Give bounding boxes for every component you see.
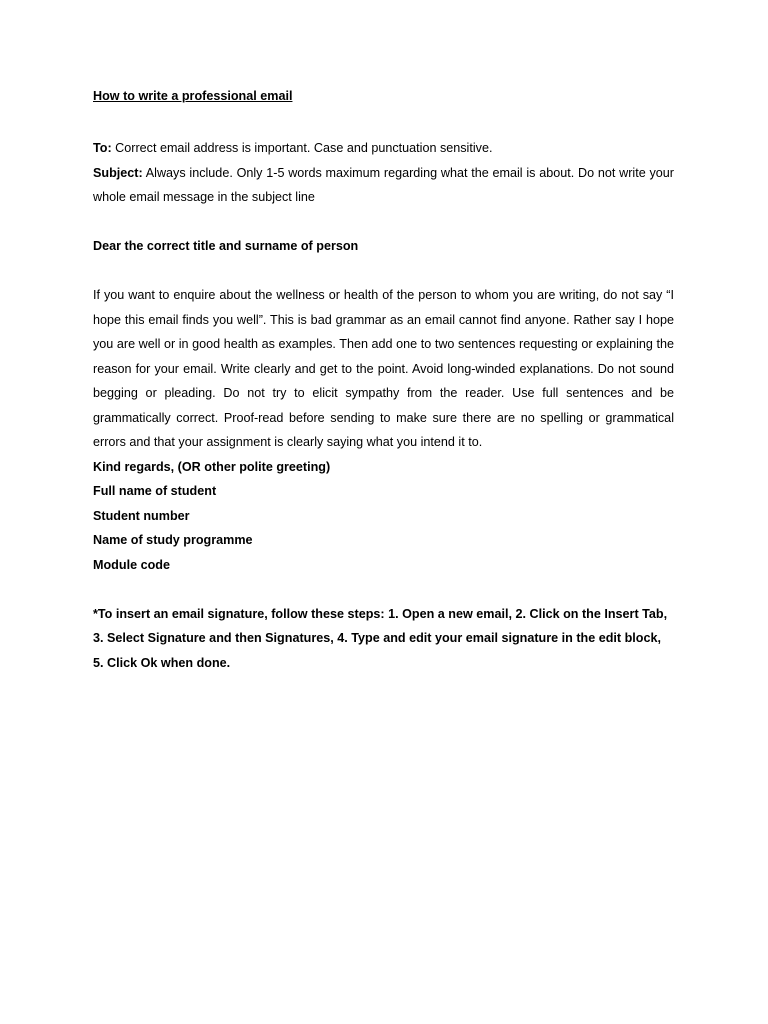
salutation: Dear the correct title and surname of person (93, 239, 359, 253)
subject-text: Always include. Only 1-5 words maximum regarding what the email is about. Do not write your whole email message in the subject line (93, 165, 674, 204)
to-label: To: (93, 141, 112, 155)
subject-line (93, 161, 674, 210)
document-page (93, 86, 674, 675)
to-line (93, 136, 674, 161)
signature-line-full-name: Full name of student (93, 484, 217, 498)
signature-line-student-number: Student number (93, 508, 190, 523)
to-text: Correct email address is important. Case and punctuation sensitive. (111, 141, 493, 155)
signature-block (93, 455, 674, 578)
signature-line-module-code: Module code (93, 557, 170, 572)
body-paragraph: If you want to enquire about the wellness or health of the person to whom you are writing, do not say “I hope this email finds you well”. This is bad grammar as an email cannot find anyone. Rather say I hope you are well or in good health as examples. Then add one to two sentences requesting or explaining the reason for your email. Write clearly and get to the point. Avoid long-winded explanations. Do not sound begging or pleading. Do not try to elicit sympathy from the reader. Use full sentences and be grammatically correct. Proof-read before sending to make sure there are no spelling or grammatical errors and that your assignment is clearly saying what you intend it to. (93, 288, 674, 449)
signature-line-greeting: Kind regards, (OR other polite greeting) (93, 459, 331, 474)
subject-label: Subject: (93, 165, 143, 180)
signature-line-programme: Name of study programme (93, 533, 253, 547)
document-title: How to write a professional email (93, 89, 293, 103)
signature-instructions-note: *To insert an email signature, follow these steps: 1. Open a new email, 2. Click on the Insert Tab, 3. Select Signature and then Signatures, 4. Type and edit your email signature in the edit block, 5. Click Ok when done. (93, 606, 668, 670)
